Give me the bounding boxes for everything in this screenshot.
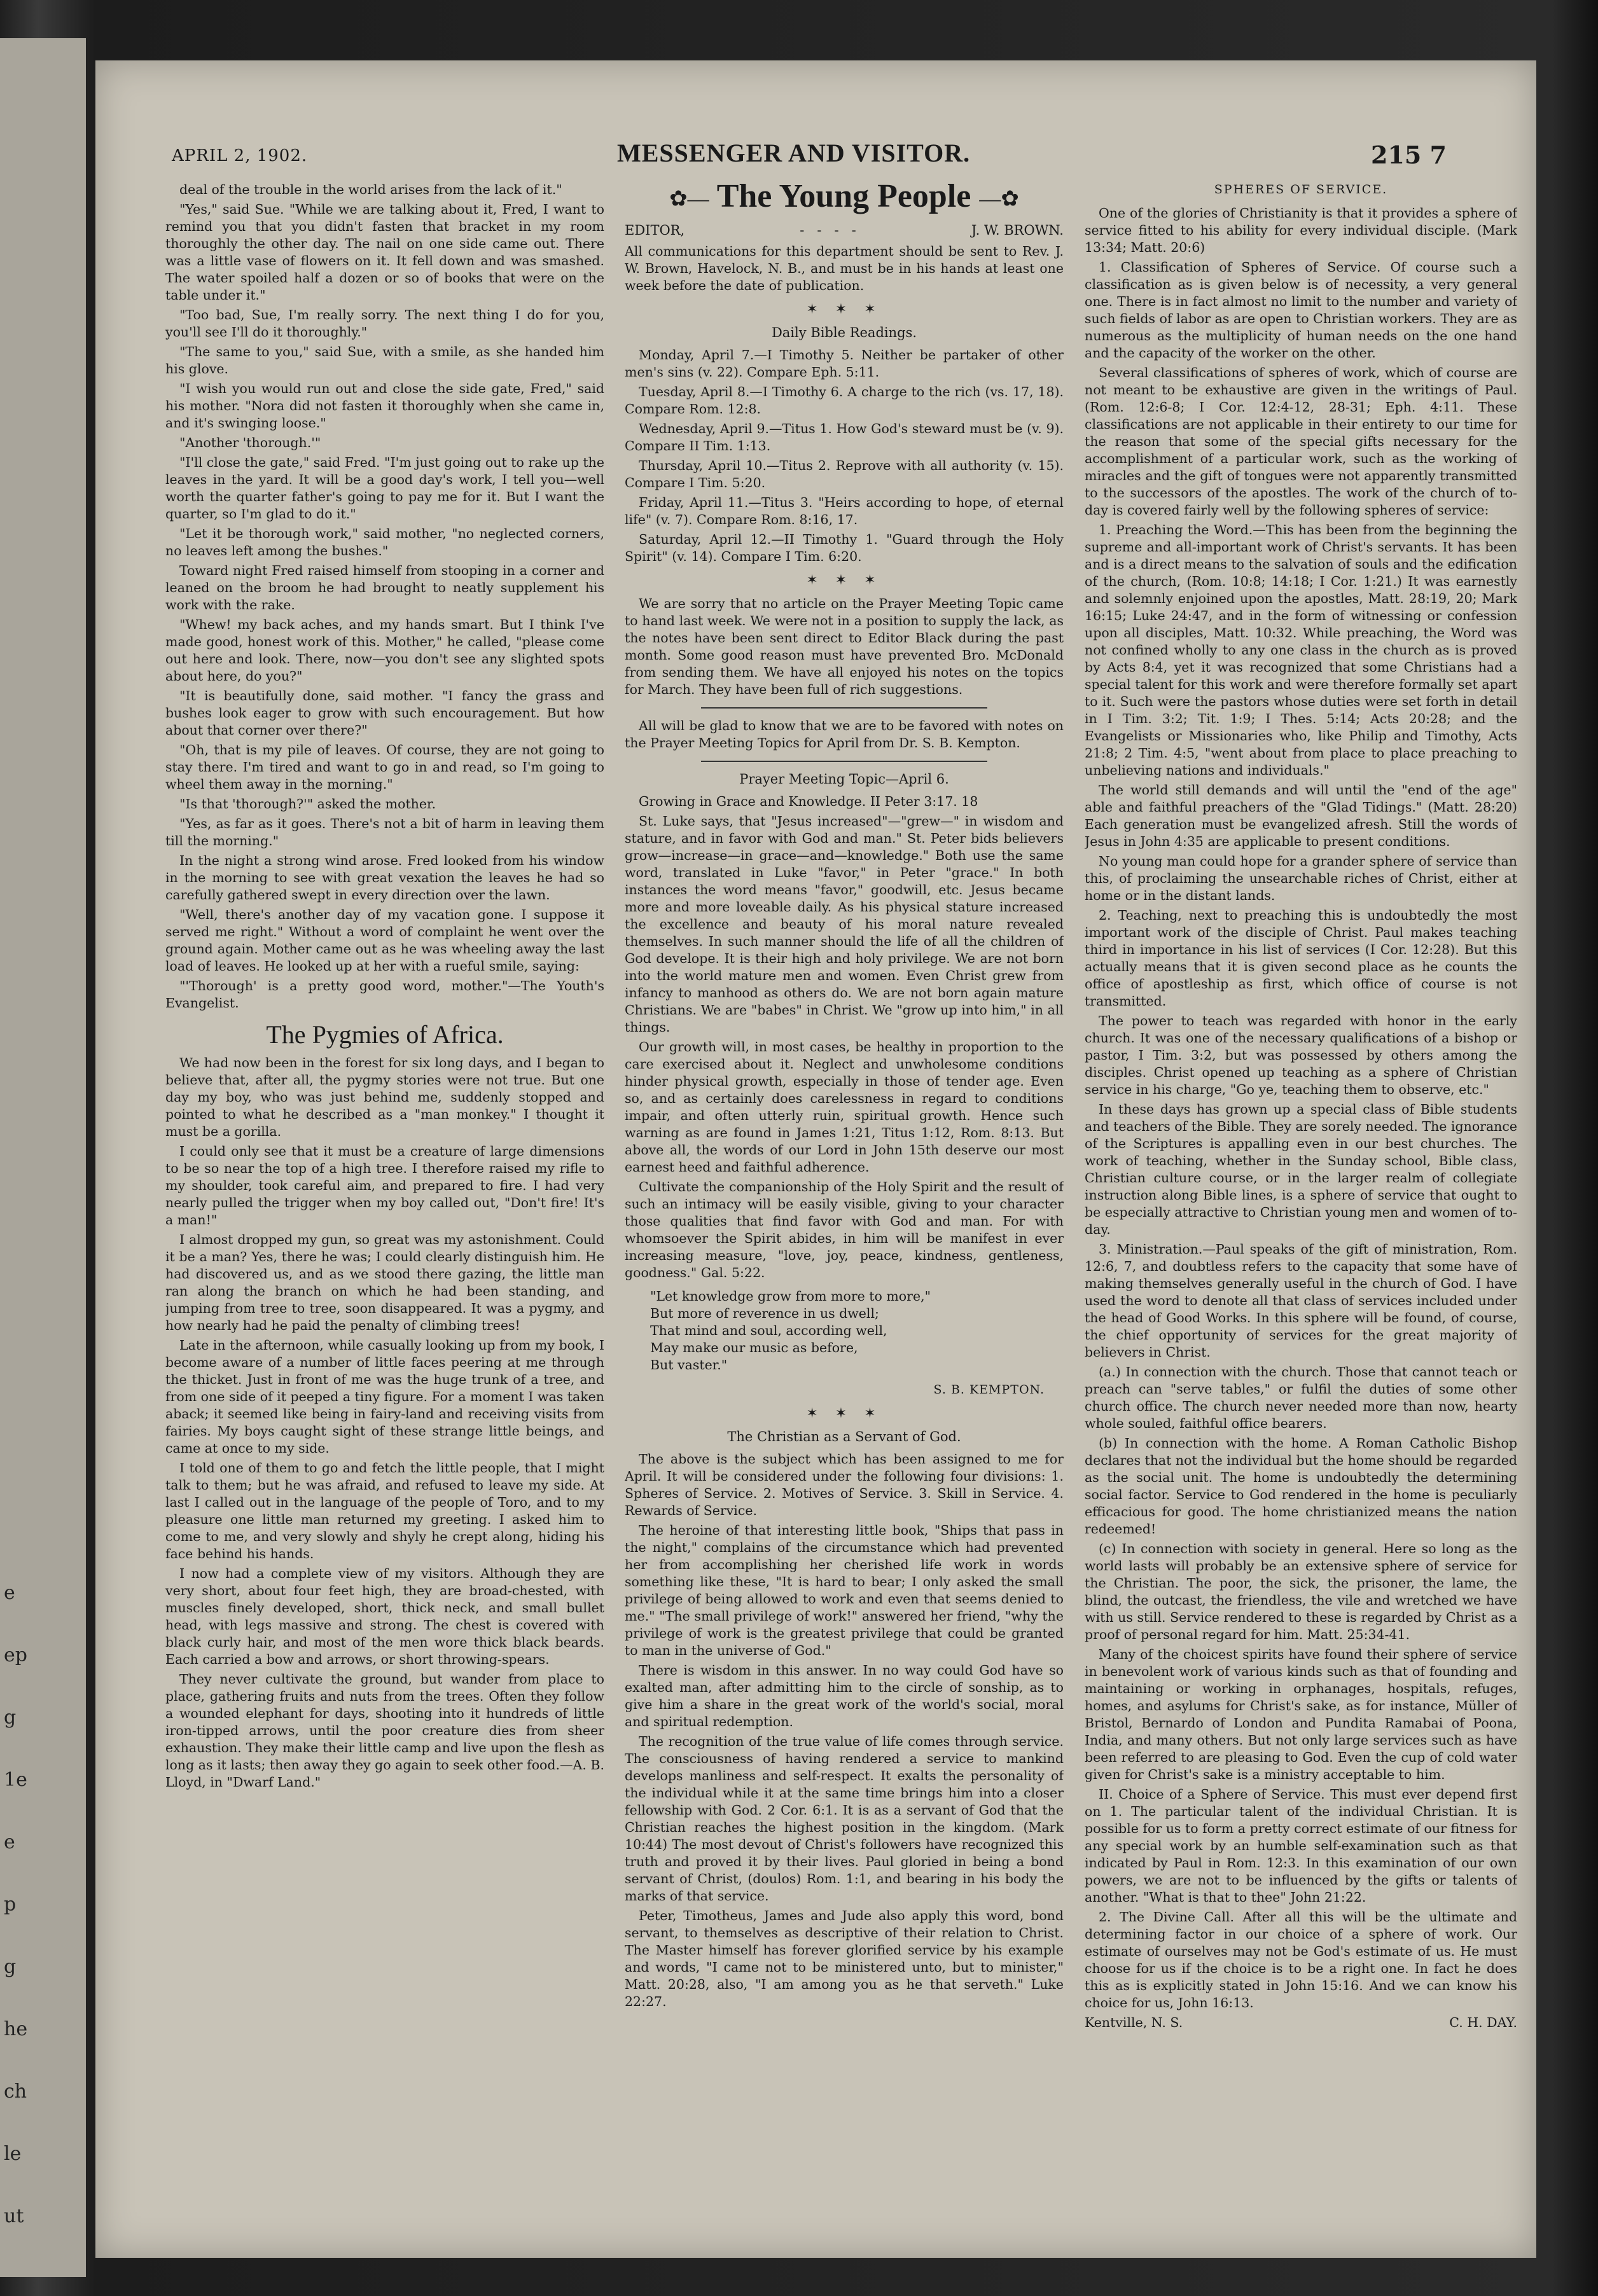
reading-item: Monday, April 7.—I Timothy 5. Neither be partaker of other men's sins (v. 22). Compare Eph. 5:11.: [625, 347, 1064, 380]
poem-signature: S. B. KEMPTON.: [933, 1382, 1045, 1397]
pygmies-paragraph: I almost dropped my gun, so great was my astonishment. Could it be a man? Yes, there he was; I could clearly distinguish him. He had discovered us, and as we stood there gazing, the little man ran along the branch on which he had been standing, and jumping from tree to tree, soon disappeared. It was a pygmy, and how nearly had he paid the penalty of climbing trees!: [165, 1232, 604, 1333]
spheres-paragraph: The power to teach was regarded with honor in the early church. It was one of the necessary qualifications of a bishop or pastor, I Tim. 3:2, but was possessed by others among the disciples. Christ opened up teaching as a sphere of Christian service in his charge, "Go ye, teaching them to observe, etc.": [1085, 1013, 1517, 1097]
topic-paragraph: St. Luke says, that "Jesus increased"—"grew—" in wisdom and stature, and in favor with God and man." St. Peter bids believers grow—increase—in grace—and—knowledge." Both use the same word, translated in Luke "favor," in Peter "grace." In both instances the word means "favor," goodwill, etc. Jesus became more and more loveable daily. As his physical stature increased the excellence and beauty of his moral nature revealed themselves. In such manner should the life of all the children of God develope. It is their high and holy privilege. We are not born into the world mature men and women. Even Christ grew from infancy to manhood as others do. We are not born again mature Christians. We are "babes" in Christ. We "grow up into him," in all things.: [625, 813, 1064, 1035]
story-paragraph: "The same to you," said Sue, with a smile, as she handed him his glove.: [165, 344, 604, 377]
story-thorough: [165, 181, 604, 1012]
column-left: [165, 181, 604, 2236]
topic-paragraph: Cultivate the companionship of the Holy Spirit and the result of such an intimacy will be easily visible, giving to your character those qualities that find favor with God and man. For with whomsoever the Spirit abides, in him will be manifest in ever increasing measure, "love, joy, peace, kindness, gentleness, goodness." Gal. 5:22.: [625, 1179, 1064, 1280]
christian-title: The Christian as a Servant of God.: [727, 1428, 961, 1444]
adjacent-page-fragment: ch: [4, 2080, 27, 2103]
spheres-paragraph: 3. Ministration.—Paul speaks of the gift of ministration, Rom. 12:6, 7, and doubtless refers to the capacity that some have of making themselves generally useful in the church of God. I have used the word to denote all that class of services included under the head of Good Works. In this sphere will be found, of course, the chief opportunity of services for the great majority of believers in Christ.: [1085, 1241, 1517, 1360]
christian-paragraph: The recognition of the true value of life comes through service. The consciousness of having rendered a service to mankind develops manliness and self-respect. It exalts the personality of the individual while it at the same time brings him into a closer fellowship with God. 2 Cor. 6:1. It is as a servant of God that the Christian reaches the highest position in the kingdom. (Mark 10:44) The most devout of Christ's followers have recognized this truth and proved it by their lives. Paul gloried in being a bond servant of Christ, (doulos) Rom. 1:1, and bearing in his body the marks of that service.: [625, 1733, 1064, 1904]
story-paragraph: "I wish you would run out and close the side gate, Fred," said his mother. "Nora did not fasten it thoroughly when she came in, and it's swinging loose.": [165, 381, 604, 431]
topic-article: [625, 813, 1064, 1282]
pygmies-paragraph: Late in the afternoon, while casually looking up from my book, I become aware of a number of little faces peering at me through the thicket. Just in front of me was the huge trunk of a tree, and from one side of it peeped a tiny figure. For a moment I was taken aback; it seemed like being in fairy-land and receiving visits from fairies. My boys caught sight of these strange little beings, and came at once to my side.: [165, 1338, 604, 1456]
spheres-paragraph: (a.) In connection with the church. Those that cannot teach or preach can "serve tables," or fulfil the duties of some other church office. The church never needed more than now, hearty whole souled, faithful office bearers.: [1085, 1364, 1517, 1431]
intro-paragraph: All communications for this department should be sent to Rev. J. W. Brown, Havelock, N. B., and must be in his hands at least one week before the date of publication.: [625, 243, 1064, 293]
divider-stars-icon: ✶ ✶ ✶: [806, 301, 882, 317]
topic-paragraph: Our growth will, in most cases, be healthy in proportion to the care exercised about it. Neglect and unwholesome conditions hinder physical growth, especially in those of tender age. Even so, and as certainly does carelessness in regard to conditions impair, and often utterly ruin, spiritual growth. Hence such warning as are found in James 1:21, Titus 1:12, Rom. 8:13. But above all, the words of our Lord in John 15th deserve our most earnest heed and faithful adherence.: [625, 1039, 1064, 1175]
pygmies-paragraph: I now had a complete view of my visitors. Although they are very short, about four feet high, they are broad-chested, with muscles finely developed, short, thick neck, and small bullet head, with legs massive and strong. The chest is covered with black curly hair, and most of the men wore thick black beards. Each carried a bow and arrows, or short throwing-spears.: [165, 1566, 604, 1667]
reading-item: Thursday, April 10.—Titus 2. Reprove with all authority (v. 15). Compare I Tim. 5:20.: [625, 457, 1064, 490]
newspaper-page: [95, 60, 1536, 2258]
spheres-paragraph: (b) In connection with the home. A Roman Catholic Bishop declares that not the individual but the home should be regarded as the social unit. The home is undoubtedly the determining social factor. Service to God rendered in the home is peculiarly efficacious for good. The home christianized means the nation redeemed!: [1085, 1435, 1517, 1537]
pygmies-paragraph: I could only see that it must be a creature of large dimensions to be so near the top of a high tree. I therefore raised my rifle to my shoulder, took careful aim, and prepared to fire. I had very nearly pulled the trigger when my boy called out, "Don't fire! It's a man!": [165, 1144, 604, 1228]
spheres-paragraph: 2. Teaching, next to preaching this is undoubtedly the most important work of the disciple of Christ. Paul makes teaching third in importance in his list of services (I Cor. 12:28). But this actually means that it is given second place as he counts the office of apostleship as first, which office of course is not transmitted.: [1085, 908, 1517, 1009]
divider-rule: [701, 707, 987, 709]
story-paragraph: Toward night Fred raised himself from stooping in a corner and leaned on the broom he had brought to neatly supplement his work with the rake.: [165, 563, 604, 612]
article-footer: [1085, 2014, 1517, 2031]
story-paragraph: "Well, there's another day of my vacation gone. I suppose it served me right." Without a word of complaint he went over the ground again. Mother came out as he was wheeling away the last load of leaves. He looked up at her with a rueful smile, saying:: [165, 907, 604, 974]
poem-line: But more of reverence in us dwell;: [650, 1305, 879, 1321]
spheres-paragraph: II. Choice of a Sphere of Service. This must ever depend first on 1. The particular talent of the individual Christian. It is possible for us to form a pretty correct estimate of our fitness for any special work by an humble self-examination such as that indicated by Paul in Rom. 12:3. In this examination of our own powers, we are not to be influenced by the gifts or talents of another. "What is that to thee" John 21:22.: [1085, 1787, 1517, 1905]
footer-place: Kentville, N. S.: [1085, 2015, 1183, 2030]
spheres-paragraph: 2. The Divine Call. After all this will be the ultimate and determining factor in our choice of a sphere of work. Our estimate of ourselves may not be God's estimate of us. He must choose for us if the choice is to be a right one. In fact he does this as is explicitly stated in John 15:16. And we can know his choice for us, John 16:13.: [1085, 1909, 1517, 2010]
young-people-title-text: The Young People: [716, 181, 971, 214]
spheres-paragraph: In these days has grown up a special class of Bible students and teachers of the Bible. They are sorely needed. The ignorance of the Scriptures is appalling even in our best churches. The work of teaching, whether in the Sunday school, Bible class, Christian culture course, or in the larger realm of collegiate instruction along Bible lines, is a sphere of service that ought to be especially attractive to Christian young men and women of to-day.: [1085, 1102, 1517, 1237]
editor-line: [625, 222, 1064, 239]
spheres-paragraph: The world still demands and will until the "end of the age" able and faithful preachers of the "Glad Tidings." (Matt. 28:20) Each generation must be evangelized afresh. Still the words of Jesus in John 4:35 are applicable to present conditions.: [1085, 782, 1517, 849]
spheres-paragraph: (c) In connection with society in general. Here so long as the world lasts will probably be an extensive sphere of service for the Christian. The poor, the sick, the prisoner, the lame, the blind, the outcast, the friendless, the vile and wretched we have with us still. Service rendered to these is regarded by Christ as a proof of personal regard for him. Matt. 25:34-41.: [1085, 1541, 1517, 1642]
page-number: 215 7: [1371, 141, 1447, 169]
adjacent-page-fragment: he: [4, 2018, 28, 2040]
story-paragraph: "Another 'thorough.'": [179, 435, 321, 450]
pygmies-paragraph: I told one of them to go and fetch the little people, that I might talk to them; but he was afraid, and refused to leave my side. At last I called out in the language of the people of Toro, and to my pleasure one little man returned my greeting. I asked him to come to me, and very slowly and shyly he crept along, hiding his face behind his hands.: [165, 1460, 604, 1561]
story-paragraph: "Yes, as far as it goes. There's not a bit of harm in leaving them till the morning.": [165, 816, 604, 848]
adjacent-page-fragment: p: [4, 1893, 17, 1916]
story-paragraph: "Let it be thorough work," said mother, "no neglected corners, no leaves left among the bushes.": [165, 526, 604, 558]
pygmies-paragraph: We had now been in the forest for six long days, and I began to believe that, after all, the pygmy stories were not true. But one day my boy, who was just behind me, suddenly stopped and pointed to what he described as a "man monkey." I thought it must be a gorilla.: [165, 1055, 604, 1139]
adjacent-page-fragment: ep: [4, 1644, 27, 1666]
young-people-title: [625, 181, 1064, 214]
adjacent-page-fragment: e: [4, 1831, 15, 1853]
poem: [650, 1288, 1064, 1374]
adjacent-page-fragment: le: [4, 2143, 22, 2165]
divider-stars-icon: ✶ ✶ ✶: [806, 1405, 882, 1421]
story-paragraph: deal of the trouble in the world arises from the lack of it.": [179, 182, 562, 197]
poem-line: That mind and soul, according well,: [650, 1322, 887, 1338]
pygmies-title: The Pygmies of Africa.: [266, 1020, 504, 1049]
spheres-article: [1085, 205, 1517, 2012]
spheres-paragraph: 1. Preaching the Word.—This has been from the beginning the supreme and all-important work of Christ's servants. It has been and is a direct means to the salvation of souls and the edification of the church, (Rom. 10:8; 14:18; I Cor. 1:21.) It was earnestly and solemnly enjoined upon the apostles, Matt. 28:19, 20; Mark 16:15; Luke 24:47, and in the form of witnessing or confession upon all disciples, Matt. 10:32. While preaching, the Word was not confined wholly to any one class in the church as is proved by Acts 8:4, yet it was recognized that some Christians had a special talent for this work and were therefore formally set apart to it. Such were the pastors whose duties were set forth in detail in I Tim. 3:2; Tit. 1:9; I Thes. 5:14; Acts 20:28; and the Evangelists or Missionaries who, like Philip and Timothy, Acts 21:8; 2 Tim. 4:5, "went about from place to place preaching to unbelieving nations and individuals.": [1085, 522, 1517, 778]
story-paragraph: "Yes," said Sue. "While we are talking about it, Fred, I want to remind you that you didn't fasten that bracket in my room thoroughly the other day. The nail on one side came out. There was a little vase of flowers on it. It fell down and was smashed. The water spoiled half a dozen or so of books that were on the table under it.": [165, 202, 604, 303]
spheres-paragraph: No young man could hope for a grander sphere of service than this, of proclaiming the unsearchable riches of Christ, either at home or in the distant lands.: [1085, 854, 1517, 903]
reading-item: Wednesday, April 9.—Titus 1. How God's steward must be (v. 9). Compare II Tim. 1:13.: [625, 420, 1064, 453]
story-paragraph: "Oh, that is my pile of leaves. Of course, they are not going to stay there. I'm tired and want to go in and read, so I'm going to wheel them away in the morning.": [165, 742, 604, 792]
christian-paragraph: Peter, Timotheus, James and Jude also apply this word, bond servant, to themselves as descriptive of their relation to Christ. The Master himself has forever glorified service by his example and words, "I came not to be ministered unto, but to minister," Matt. 20:28, also, "I am among you as he that serveth." Luke 22:27.: [625, 1907, 1064, 2009]
adjacent-page-strip: [0, 38, 86, 2277]
spheres-paragraph: One of the glories of Christianity is that it provides a sphere of service fitted to his ability for every individual disciple. (Mark 13:34; Matt. 20:6): [1085, 205, 1517, 255]
spheres-title: SPHERES OF SERVICE.: [1214, 183, 1388, 197]
story-paragraph: "Is that 'thorough?'" asked the mother.: [179, 796, 436, 812]
story-paragraph: "Whew! my back aches, and my hands smart. But I think I've made good, honest work of this. Mother," he called, "please come out here and look. There, now—you don't see any slighted spots about here, do you?": [165, 617, 604, 684]
story-paragraph: In the night a strong wind arose. Fred looked from his window in the morning to see with great vexation the leaves he had so carefully gathered swept in every direction over the lawn.: [165, 853, 604, 902]
poem-line: May make our music as before,: [650, 1339, 858, 1355]
adjacent-page-fragment: 1e: [4, 1769, 27, 1791]
adjacent-page-fragment: ut: [4, 2205, 24, 2227]
glad-paragraph: All will be glad to know that we are to be favored with notes on the Prayer Meeting Topics for April from Dr. S. B. Kempton.: [625, 717, 1064, 750]
christian-paragraph: The heroine of that interesting little book, "Ships that pass in the night," complains of the circumstance which had prevented her from accomplishing her cherished life work in words something like these, "It is hard to bear; I only asked the small privilege of being allowed to work and even that seems denied to me." "The small privilege of work!" answered her friend, "why the privilege of work is the greatest privilege that could be granted to man in the universe of God.": [625, 1522, 1064, 1658]
masthead: MESSENGER AND VISITOR.: [617, 139, 971, 167]
christian-paragraph: The above is the subject which has been assigned to me for April. It will be considered under the following four divisions: 1. Spheres of Service. 2. Motives of Service. 3. Skill in Service. 4. Rewards of Service.: [625, 1451, 1064, 1518]
issue-date: APRIL 2, 1902.: [172, 146, 308, 165]
column-right: [1085, 181, 1517, 2236]
editor-dashes: - - - -: [800, 222, 856, 238]
story-paragraph: "Too bad, Sue, I'm really sorry. The next thing I do for you, you'll see I'll do it thoroughly.": [165, 307, 604, 340]
ornament-right-icon: —✿: [979, 187, 1019, 211]
footer-name: C. H. DAY.: [1449, 2015, 1517, 2030]
page-header: [95, 60, 1536, 169]
readings-title: Daily Bible Readings.: [771, 324, 917, 340]
reading-item: Friday, April 11.—Titus 3. "Heirs according to hope, of eternal life" (v. 7). Compare Rom. 8:16, 17.: [625, 494, 1064, 527]
ornament-left-icon: ✿—: [669, 187, 709, 211]
divider-stars-icon: ✶ ✶ ✶: [806, 572, 882, 588]
editor-label: EDITOR,: [625, 222, 685, 238]
christian-paragraph: There is wisdom in this answer. In no way could God have so exalted man, after admitting him to the circle of sonship, as to give him a share in the great work of the world's social, moral and spiritual redemption.: [625, 1662, 1064, 1729]
reading-item: Saturday, April 12.—II Timothy 1. "Guard through the Holy Spirit" (v. 14). Compare I Tim. 6:20.: [625, 531, 1064, 564]
adjacent-page-fragment: e: [4, 1582, 15, 1604]
story-paragraph: "I'll close the gate," said Fred. "I'm just going out to rake up the leaves in the yard. It will be a good day's work, I tell you—well worth the quarter father's going to pay me for it. But I want the quarter, so I'm glad to do it.": [165, 455, 604, 522]
readings-list: [625, 347, 1064, 565]
topic-subtitle: Growing in Grace and Knowledge. II Peter 3:17. 18: [639, 793, 978, 809]
adjacent-page-fragment: g: [4, 1956, 17, 1978]
poem-line: "Let knowledge grow from more to more,": [650, 1288, 931, 1304]
reading-item: Tuesday, April 8.—I Timothy 6. A charge to the rich (vs. 17, 18). Compare Rom. 12:8.: [625, 384, 1064, 417]
pygmies-article: [165, 1055, 604, 1791]
spheres-paragraph: Several classifications of spheres of work, which of course are not meant to be exhaustive are given in the writings of Paul. (Rom. 12:6-8; I Cor. 12:4-12, 28-31; Eph. 4:11. These classifications are not applicable in their entirety to our time for the reason that some of the special gifts necessary for the accomplishment of a particular work, such as the working of miracles and the gift of tongues were not apparently transmitted to the successors of the apostles. The work of the church of to-day is covered fairly well by the following spheres of service:: [1085, 365, 1517, 518]
adjacent-page-fragment: g: [4, 1706, 17, 1729]
pygmies-paragraph: They never cultivate the ground, but wander from place to place, gathering fruits and nuts from the trees. Often they follow a wounded elephant for days, shooting into it hundreds of little iron-tipped arrows, until the poor creature dies from sheer exhaustion. They make their little camp and live upon the flesh as long as it lasts; then away they go again to seek other food.—A. B. Lloyd, in "Dwarf Land.": [165, 1671, 604, 1790]
topic-title: Prayer Meeting Topic—April 6.: [739, 771, 949, 787]
editor-name: J. W. BROWN.: [971, 222, 1064, 238]
sorry-paragraph: We are sorry that no article on the Prayer Meeting Topic came to hand last week. We were not in a position to supply the lack, as the notes have been sent direct to Editor Black during the past month. Some good reason must have prevented Bro. McDonald from sending them. We have all enjoyed his notes on the topics for March. They have been full of rich suggestions.: [625, 595, 1064, 697]
divider-rule: [701, 761, 987, 762]
story-paragraph: "It is beautifully done, said mother. "I fancy the grass and bushes look eager to grow with such encouragement. But how about that corner over there?": [165, 688, 604, 738]
spheres-paragraph: 1. Classification of Spheres of Service. Of course such a classification as is given below is of necessity, a very general one. There is in fact almost no limit to the number and variety of such fields of labor as are open to Christian workers. They are as numerous as the multiplicity of human needs on the one hand and the capacity of the worker on the other.: [1085, 259, 1517, 361]
story-paragraph: "'Thorough' is a pretty good word, mother."—The Youth's Evangelist.: [165, 978, 604, 1011]
poem-line: But vaster.": [650, 1357, 728, 1373]
christian-article: [625, 1451, 1064, 2010]
spheres-paragraph: Many of the choicest spirits have found their sphere of service in benevolent work of various kinds such as that of founding and maintaining or working in orphanages, hospitals, refuges, homes, and asylums for Christ's sake, as for instance, Müller of Bristol, Bernardo of London and Pundita Ramabai of Poona, India, and many others. But not only large services such as have been referred to are pleasing to God. Even the cup of cold water given for Christ's sake is a ministry acceptable to him.: [1085, 1647, 1517, 1782]
column-middle: [625, 181, 1064, 2236]
